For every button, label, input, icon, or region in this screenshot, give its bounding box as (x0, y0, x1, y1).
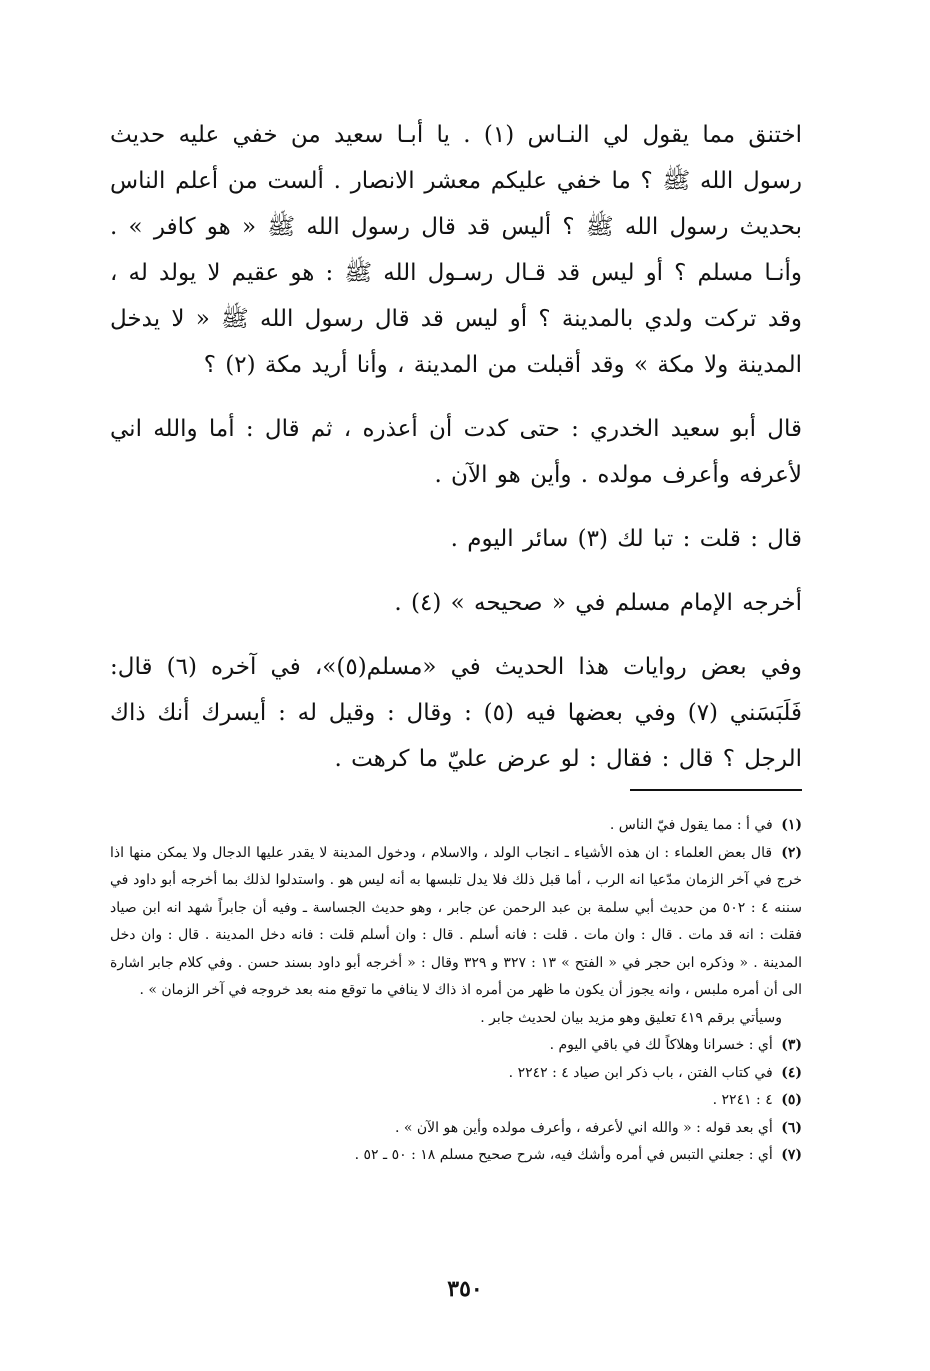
paragraph-1: اختنق مما يقول لي النـاس (١) . يا أبـا سعيد من خفي عليه حديث رسول الله ﷺ ؟ ما خفي عليكم معشر الانصار . ألست من أعلم الناس بحديث رسول الله ﷺ ؟ أليس قد قال رسول الله ﷺ « هو كافر » . وأنـا مسلم ؟ أو ليس قد قـال رسـول الله ﷺ : هو عقيم لا يولد له ، وقد تركت ولدي بالمدينة ؟ أو ليس قد قال رسول الله ﷺ « لا يدخل المدينة ولا مكة » وقد أقبلت من المدينة ، وأنا أريد مكة (٢) ؟ (110, 122, 802, 378)
footnote-number: (٢) (781, 844, 802, 861)
paragraph-4: أخرجه الإمام مسلم في « صحيحه » (٤) . (394, 590, 802, 616)
footnote-7 (110, 1142, 802, 1170)
footnote-text: ٤ : ٢٢٤١ . (712, 1092, 773, 1108)
footnote-number: (٤) (781, 1064, 802, 1081)
footnote-number: (٦) (781, 1119, 802, 1136)
footnote-text: أي : جعلني التبس في أمره وأشك فيه، شرح صحيح مسلم ١٨ : ٥٠ ـ ٥٢ . (354, 1147, 773, 1163)
page-number: ٣٥٠ (447, 1276, 483, 1302)
main-text (110, 112, 802, 782)
footnote-text: في أ : مما يقول فيّ الناس . (609, 817, 773, 833)
footnote-number: (٣) (781, 1037, 802, 1053)
paragraph-2: قال أبو سعيد الخدري : حتى كدت أن أعذره ، ثم قال : أما والله اني لأعرفه وأعرف مولده . وأين هو الآن . (110, 416, 802, 488)
paragraph-5: وفي بعض روايات هذا الحديث في «مسلم(٥)»، في آخره (٦) قال: فَلَبَسَني (٧) وفي بعضها فيه (٥) : وقال : وقيل له : أيسرك أنك ذاك الرجل ؟ قال : فقال : لو عرض عليّ ما كرهت . (110, 654, 803, 772)
footnote-2-continuation: وسيأتي برقم ٤١٩ تعليق وهو مزيد بيان لحديث جابر . (480, 1009, 782, 1026)
footnote-number: (٥) (781, 1092, 802, 1108)
footnote-text: أي بعد قوله : « والله اني لأعرفه ، وأعرف مولده وأين هو الآن » . (394, 1119, 773, 1136)
footnote-6 (110, 1115, 802, 1143)
footnote-3 (110, 1032, 802, 1060)
footnote-number: (١) (781, 817, 802, 833)
footnote-2 (110, 840, 802, 1005)
footnote-text: في كتاب الفتن ، باب ذكر ابن صياد ٤ : ٢٢٤٢ . (508, 1064, 773, 1081)
footnote-text: أي : خسرانا وهلاكاً لك في باقي اليوم . (549, 1037, 773, 1053)
footnotes (110, 812, 802, 1170)
footnote-1 (110, 812, 802, 840)
paragraph-3: قال : قلت : تبا لك (٣) سائر اليوم . (450, 526, 802, 552)
footnote-separator (630, 789, 802, 791)
footnote-text: قال بعض العلماء : ان هذه الأشياء ـ انجاب الولد ، والاسلام ، ودخول المدينة لا يقدر عليها الدجال ولا يمكن منها اذا خرج في آخر الزمان مدّعيا انه الرب ، أما قبل ذلك فلا يدل تلبسها به أنه ليس هو . واستدلوا لذلك بما أخرجه أبو داود في سننه ٤ : ٥٠٢ من حديث أبي سلمة بن عبد الرحمن عن جابر ، وهو حديث الجساسة ـ وفيه أن جابراً شهد انه ابن صياد فقلت : انه قد مات . قال : وان مات . قلت : فانه أسلم . قال : وان أسلم قلت : فانه دخل المدينة . قال : وان دخل المدينة . « وذكره ابن حجر في « الفتح » ١٣ : ٣٢٧ و ٣٢٩ وقال : « أخرجه أبو داود بسند حسن . وفي كلام جابر اشارة الى أن أمره ملبس ، وانه يجوز أن يكون ما ظهر من أمره اذ ذاك لا ينافي ما توقع منه بعد خروجه في آخر الزمان » . (110, 844, 803, 998)
footnote-5 (110, 1087, 802, 1115)
footnote-number: (٧) (781, 1147, 802, 1163)
footnote-4 (110, 1060, 802, 1088)
